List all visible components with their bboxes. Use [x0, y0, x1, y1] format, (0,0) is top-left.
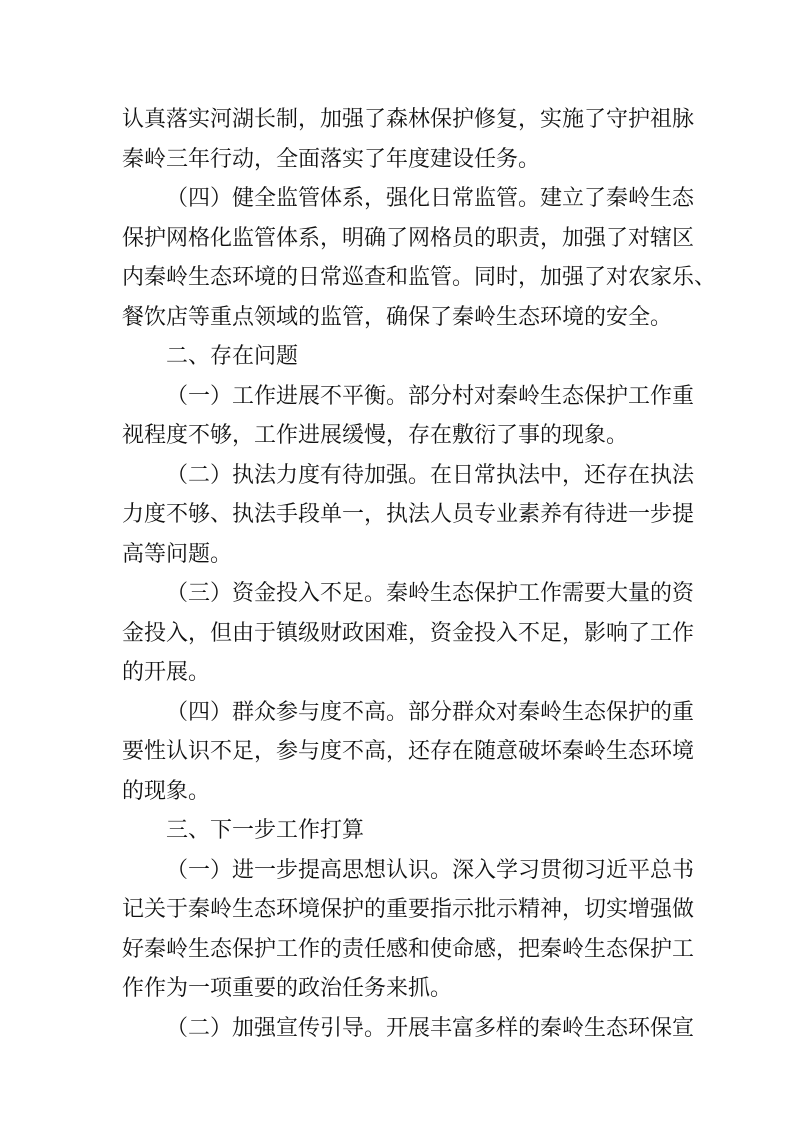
section-heading: 三、下一步工作打算	[166, 818, 365, 843]
paragraph-line: 高等问题。	[122, 541, 233, 567]
paragraph-line: 保护网格化监管体系，明确了网格员的职责，加强了对辖区	[122, 225, 695, 251]
paragraph-line: 力度不够、执法手段单一，执法人员专业素养有待进一步提	[122, 502, 695, 527]
paragraph-line: （一）工作进展不平衡。部分村对秦岭生态保护工作重	[166, 383, 695, 409]
paragraph-line: 秦岭三年行动，全面落实了年度建设任务。	[122, 146, 541, 172]
paragraph-line: （四）健全监管体系，强化日常监管。建立了秦岭生态	[166, 186, 695, 211]
paragraph-line: 好秦岭生态保护工作的责任感和使命感，把秦岭生态保护工	[122, 936, 695, 962]
paragraph-line: 要性认识不足，参与度不高，还存在随意破坏秦岭生态环境	[122, 739, 695, 764]
paragraph-line: 的现象。	[122, 778, 211, 804]
paragraph-line: 餐饮店等重点领域的监管，确保了秦岭生态环境的安全。	[122, 304, 673, 330]
paragraph-line: （一）进一步提高思想认识。深入学习贯彻习近平总书	[166, 857, 695, 883]
paragraph-line: （三）资金投入不足。秦岭生态保护工作需要大量的资	[166, 581, 695, 606]
paragraph-line: 视程度不够，工作进展缓慢，存在敷衍了事的现象。	[122, 423, 629, 448]
paragraph-line: 内秦岭生态环境的日常巡查和监管。同时，加强了对农家乐、	[122, 265, 717, 290]
document-body	[122, 100, 717, 1048]
paragraph-line: 记关于秦岭生态环境保护的重要指示批示精神，切实增强做	[122, 897, 695, 922]
paragraph-line: 作作为一项重要的政治任务来抓。	[122, 976, 453, 1001]
paragraph-line: （二）加强宣传引导。开展丰富多样的秦岭生态环保宣	[166, 1015, 695, 1041]
paragraph-line: 的开展。	[122, 660, 211, 685]
paragraph-line: 认真落实河湖长制，加强了森林保护修复，实施了守护祖脉	[122, 107, 695, 132]
paragraph-line: 金投入，但由于镇级财政困难，资金投入不足，影响了工作	[122, 620, 695, 646]
paragraph-line: （四）群众参与度不高。部分群众对秦岭生态保护的重	[166, 699, 695, 725]
paragraph-line: （二）执法力度有待加强。在日常执法中，还存在执法	[166, 462, 695, 488]
section-heading: 二、存在问题	[166, 344, 299, 369]
